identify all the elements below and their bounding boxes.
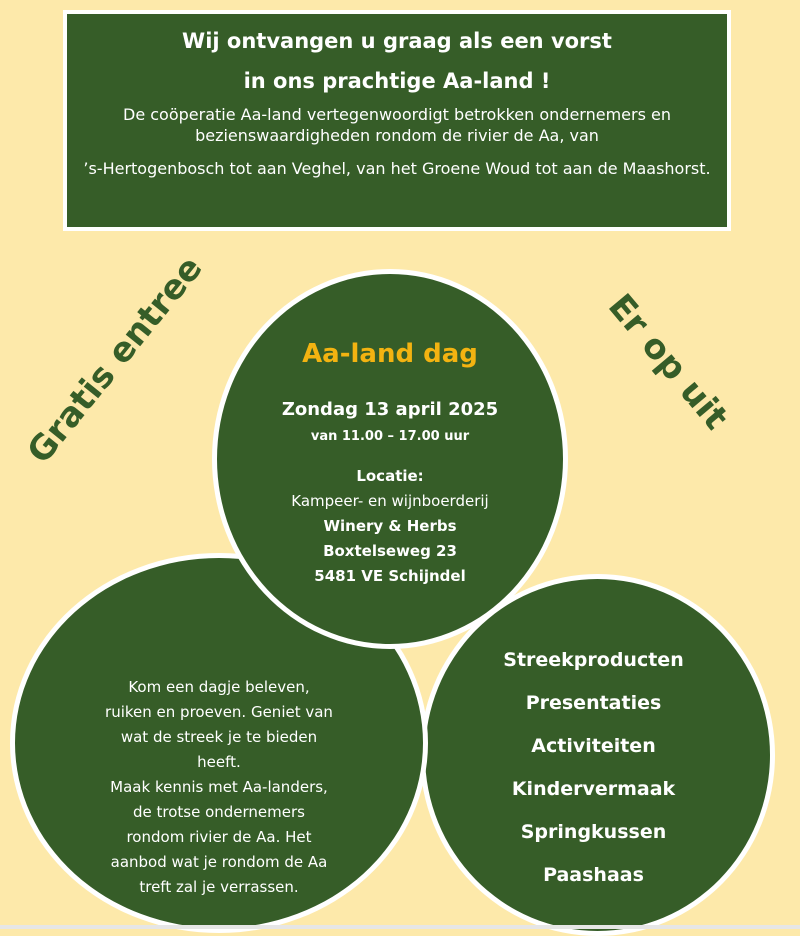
highlight-item: Paashaas	[543, 864, 644, 886]
highlight-item: Springkussen	[520, 821, 667, 843]
description-line: heeft.	[197, 753, 241, 771]
page-bottom-edge	[0, 925, 800, 929]
description-line: rondom rivier de Aa. Het	[126, 828, 312, 846]
highlights-list	[425, 639, 762, 897]
description-line: Kom een dagje beleven,	[128, 678, 310, 696]
highlight-item: Activiteiten	[531, 735, 656, 757]
venue-address: Boxtelseweg 23	[323, 542, 457, 560]
description-text	[85, 675, 353, 900]
description-line: aanbod wat je rondom de Aa	[110, 853, 328, 871]
intro-banner	[63, 10, 731, 231]
venue-name: Winery & Herbs	[323, 517, 457, 535]
description-line: Maak kennis met Aa-landers,	[110, 778, 328, 796]
event-location	[217, 464, 563, 589]
event-circle	[212, 269, 568, 649]
intro-paragraph-2: ’s-Hertogenbosch tot aan Veghel, van het Groene Woud tot aan de Maashorst.	[83, 159, 711, 178]
go-out-label: Er op uit	[600, 286, 736, 438]
description-line: treft zal je verrassen.	[139, 878, 299, 896]
description-line: ruiken en proeven. Geniet van	[105, 703, 333, 721]
venue-type: Kampeer- en wijnboerderij	[291, 492, 489, 510]
free-entry-label: Gratis entree	[19, 248, 211, 472]
location-label: Locatie:	[356, 467, 424, 485]
highlight-item: Kindervermaak	[511, 778, 676, 800]
description-line: de trotse ondernemers	[132, 803, 305, 821]
description-line: wat de streek je te bieden	[120, 728, 318, 746]
headline-line-1: Wij ontvangen u graag als een vorst	[182, 29, 612, 53]
headline-line-2: in ons prachtige Aa-land !	[243, 69, 551, 93]
venue-postal-city: 5481 VE Schijndel	[314, 567, 466, 585]
highlight-item: Streekproducten	[503, 649, 684, 671]
event-date: Zondag 13 april 2025	[281, 399, 499, 420]
event-time: van 11.00 – 17.00 uur	[310, 429, 470, 444]
intro-paragraph-1: De coöperatie Aa-land vertegenwoordigt betrokken ondernemers en bezienswaardigheden rondom de rivier de Aa, van	[123, 105, 671, 145]
event-title: Aa-land dag	[302, 339, 478, 369]
highlight-item: Presentaties	[525, 692, 662, 714]
highlights-circle	[420, 574, 775, 936]
